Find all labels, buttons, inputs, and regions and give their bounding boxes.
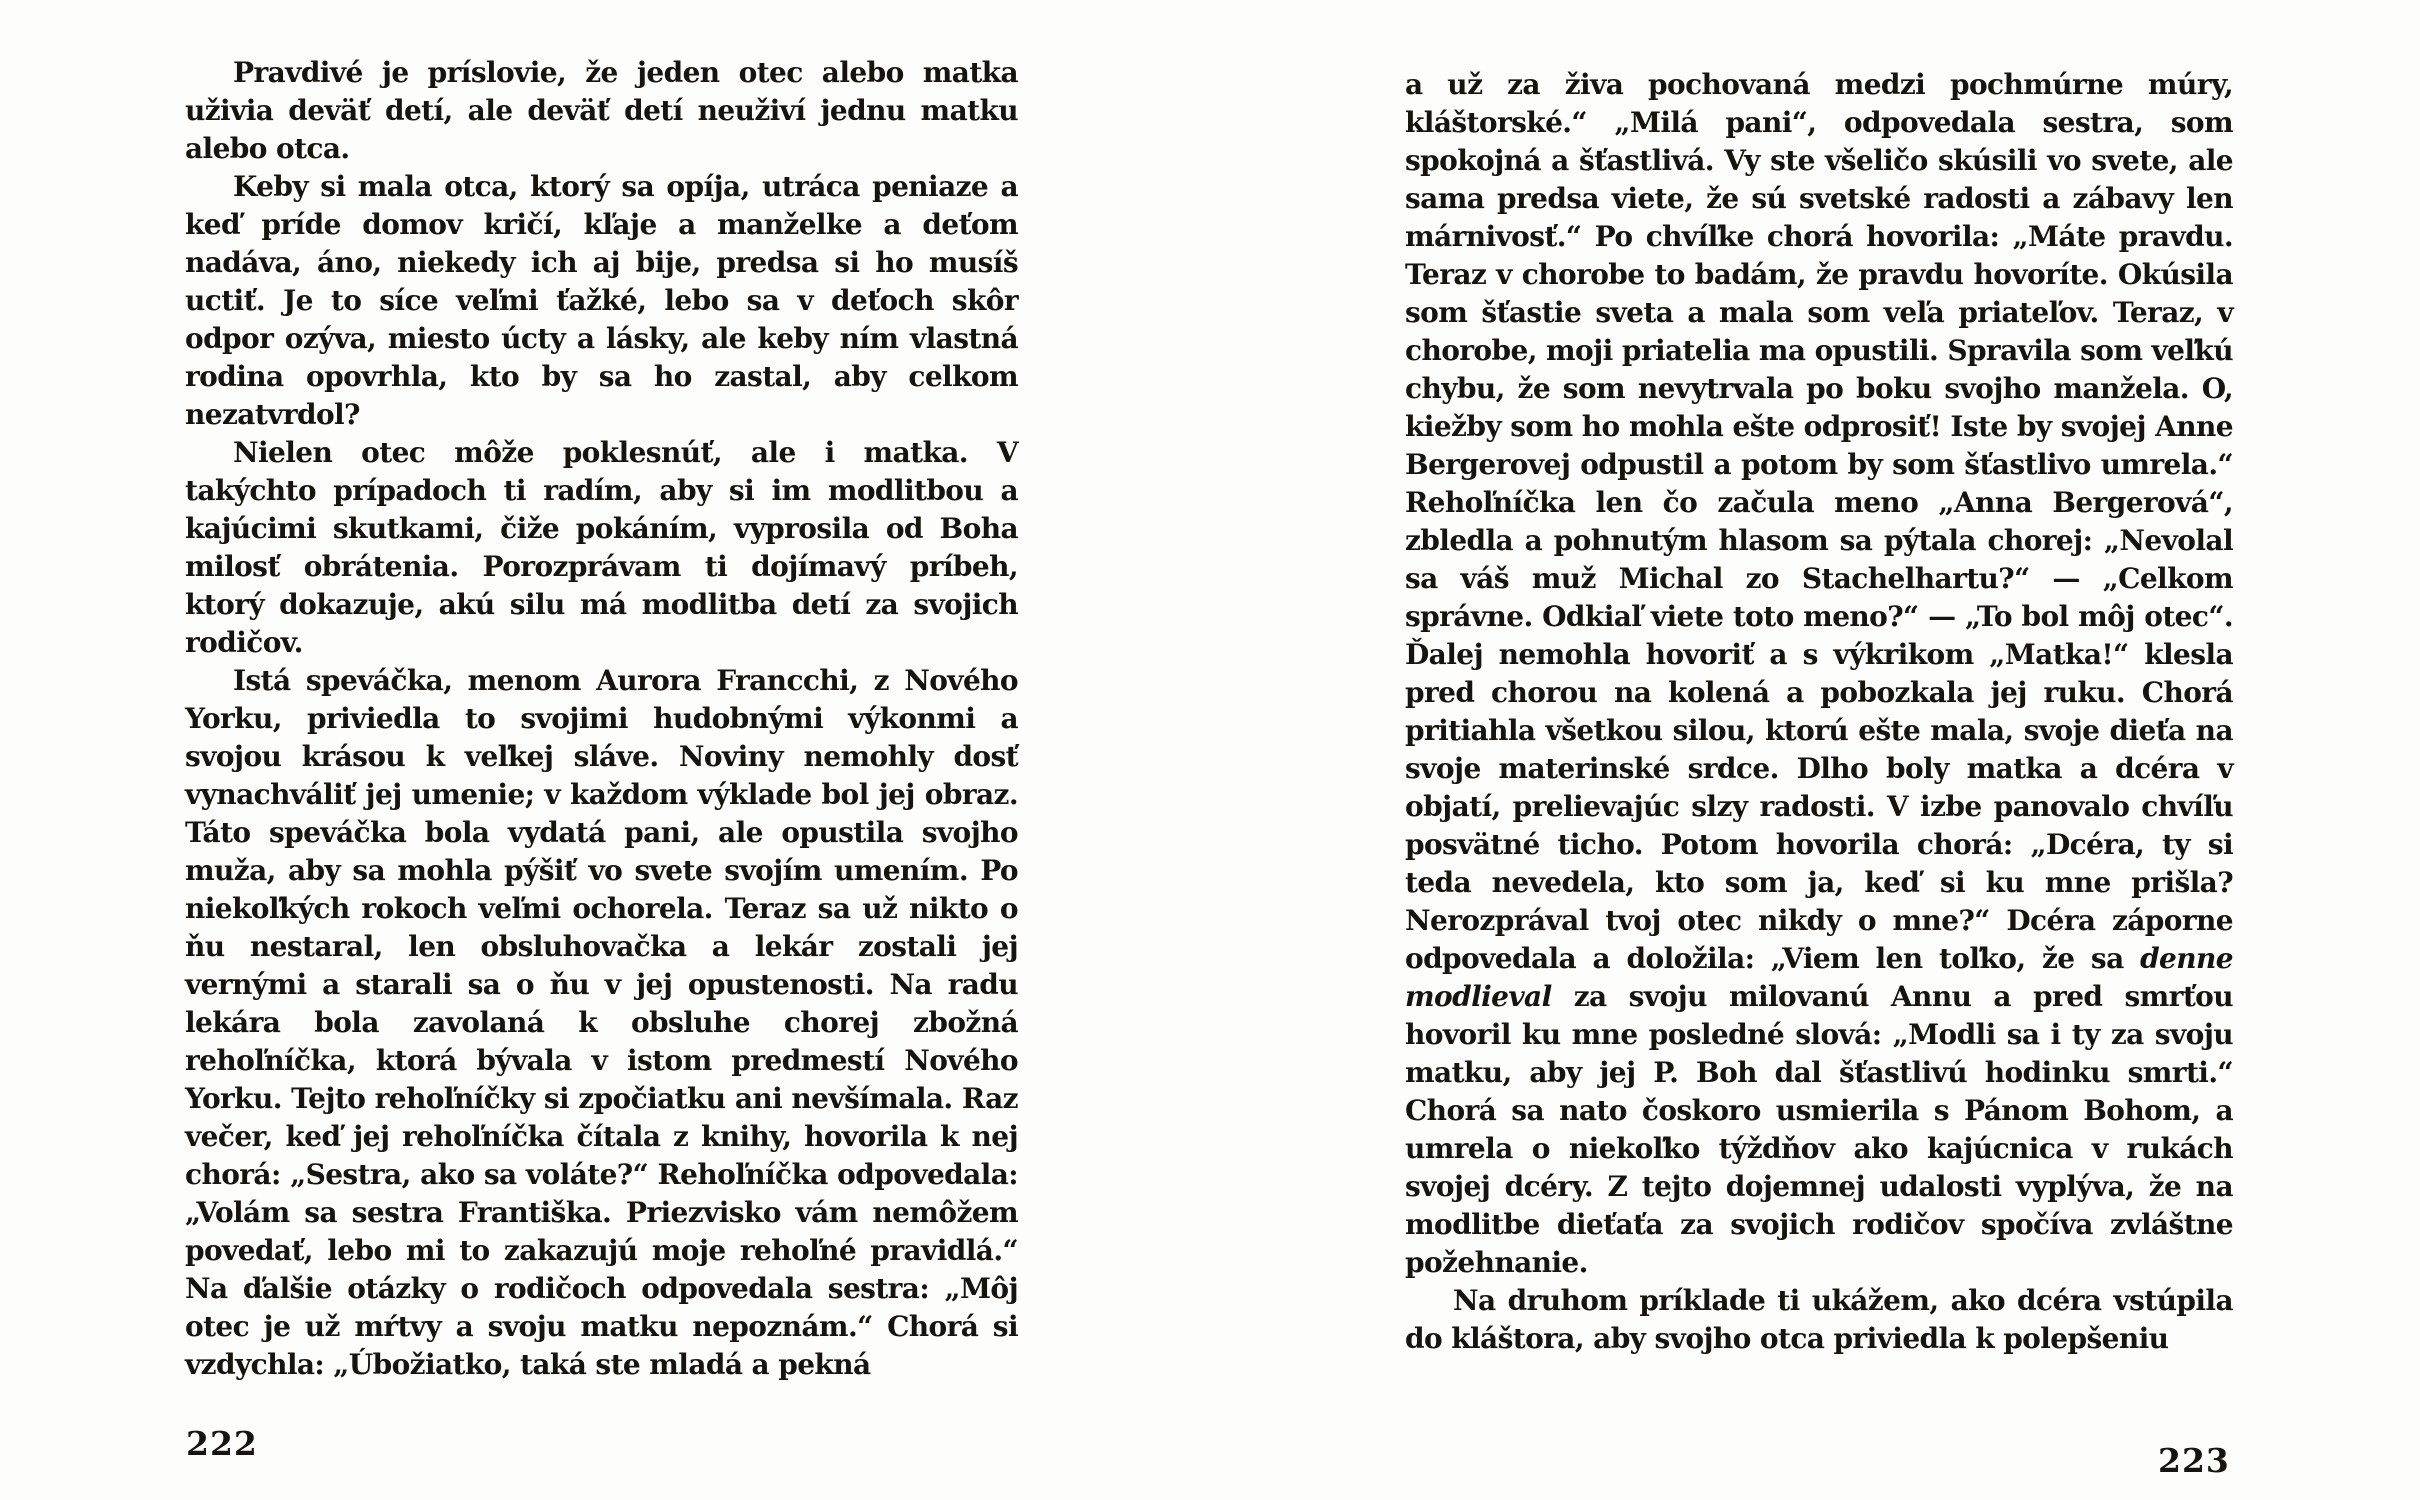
- page-222-text-column: [185, 54, 1018, 1384]
- paragraph: [1405, 66, 2233, 1282]
- paragraph: [185, 168, 1018, 434]
- paragraph: [185, 434, 1018, 662]
- text-run: Istá speváčka, menom Aurora Francchi, z Nového Yorku, priviedla to svojimi hudobnými výkonmi a svojou krásou k veľkej sláve. Noviny nemohly dosť vynachváliť jej umenie; v každom výklade bol jej obraz. Táto speváčka bola vydatá pani, ale opustila svojho muža, aby sa mohla pýšiť vo svete svojím umením. Po niekoľkých rokoch veľmi ochorela. Teraz sa už nikto o ňu nestaral, len obsluhovačka a lekár zostali jej vernými a starali sa o ňu v jej opustenosti. Na radu lekára bola zavolaná k obsluhe chorej zbožná rehoľníčka, ktorá bývala v istom predmestí Nového Yorku. Tejto rehoľníčky si zpočiatku ani nevšímala. Raz večer, keď jej rehoľníčka čítala z knihy, hovorila k nej chorá: „Sestra, ako sa voláte?“ Rehoľníčka odpovedala: „Volám sa sestra Františka. Priezvisko vám nemôžem povedať, lebo mi to zakazujú moje rehoľné pravidlá.“ Na ďalšie otázky o rodičoch odpovedala sestra: „Môj otec je už mŕtvy a svoju matku nepoznám.“ Chorá si vzdychla: „Úbožiatko, taká ste mladá a pekná: [185, 664, 1018, 1381]
- page-223-text-column: [1405, 66, 2233, 1358]
- paragraph: [185, 662, 1018, 1384]
- page-number-223: 223: [2158, 1441, 2230, 1480]
- paragraph: [1405, 1282, 2233, 1358]
- italic-text-run: denne modlieval: [1405, 942, 2233, 1013]
- text-run: za svoju milovanú Annu a pred smrťou hovoril ku mne posledné slová: „Modli sa i ty za svoju matku, aby jej P. Boh dal šťastlivú hodinku smrti.“ Chorá sa nato čoskoro usmierila s Pánom Bohom, a umrela o niekoľko týždňov ako kajúcnica v rukách svojej dcéry. Z tejto dojemnej udalosti vyplýva, že na modlitbe dieťaťa za svojich rodičov spočíva zvláštne požehnanie.: [1405, 980, 2233, 1279]
- page-number-222: 222: [186, 1424, 258, 1463]
- text-run: Na druhom príklade ti ukážem, ako dcéra vstúpila do kláštora, aby svojho otca priviedla k polepšeniu: [1405, 1284, 2233, 1355]
- text-run: Keby si mala otca, ktorý sa opíja, utráca peniaze a keď príde domov kričí, kľaje a manželke a deťom nadáva, áno, niekedy ich aj bije, predsa si ho musíš uctiť. Je to síce veľmi ťažké, lebo sa v deťoch skôr odpor ozýva, miesto úcty a lásky, ale keby ním vlastná rodina opovrhla, kto by sa ho zastal, aby celkom nezatvrdol?: [185, 170, 1018, 431]
- text-run: Pravdivé je príslovie, že jeden otec alebo matka uživia deväť detí, ale deväť detí neuživí jednu matku alebo otca.: [185, 56, 1018, 165]
- text-run: a už za živa pochovaná medzi pochmúrne múry, kláštorské.“ „Milá pani“, odpovedala sestra, som spokojná a šťastlivá. Vy ste všeličo skúsili vo svete, ale sama predsa viete, že sú svetské radosti a zábavy len márnivosť.“ Po chvíľke chorá hovorila: „Máte pravdu. Teraz v chorobe to badám, že pravdu hovoríte. Okúsila som šťastie sveta a mala som veľa priateľov. Teraz, v chorobe, moji priatelia ma opustili. Spravila som veľkú chybu, že som nevytrvala po boku svojho manžela. O, kiežby som ho mohla ešte odprosiť! Iste by svojej Anne Bergerovej odpustil a potom by som šťastlivo umrela.“ Rehoľníčka len čo začula meno „Anna Bergerová“, zbledla a pohnutým hlasom sa pýtala chorej: „Nevolal sa váš muž Michal zo Stachelhartu?“ — „Celkom správne. Odkiaľ viete toto meno?“ — „To bol môj otec“. Ďalej nemohla hovoriť a s výkrikom „Matka!“ klesla pred chorou na kolená a pobozkala jej ruku. Chorá pritiahla všetkou silou, ktorú ešte mala, svoje dieťa na svoje materinské srdce. Dlho boly matka a dcéra v objatí, prelievajúc slzy radosti. V izbe panovalo chvíľu posvätné ticho. Potom hovorila chorá: „Dcéra, ty si teda nevedela, kto som ja, keď si ku mne prišla? Nerozprával tvoj otec nikdy o mne?“ Dcéra záporne odpovedala a doložila: „Viem len toľko, že sa: [1405, 68, 2233, 975]
- paragraph: [185, 54, 1018, 168]
- page-right: [1210, 0, 2420, 1500]
- text-run: Nielen otec môže poklesnúť, ale i matka. V takýchto prípadoch ti radím, aby si im modlitbou a kajúcimi skutkami, čiže pokáním, vyprosila od Boha milosť obrátenia. Porozprávam ti dojímavý príbeh, ktorý dokazuje, akú silu má modlitba detí za svojich rodičov.: [185, 436, 1018, 659]
